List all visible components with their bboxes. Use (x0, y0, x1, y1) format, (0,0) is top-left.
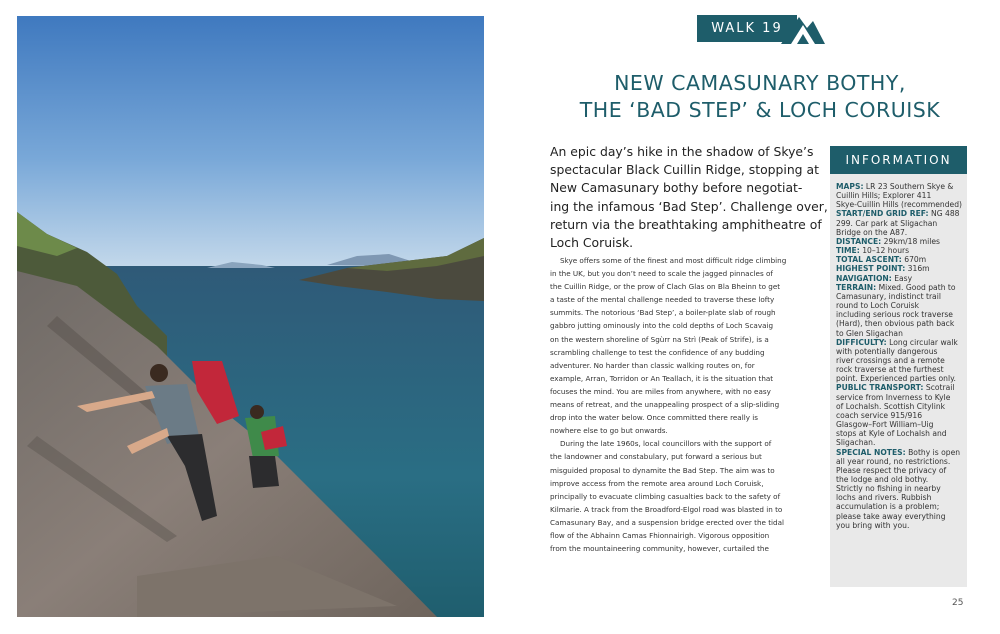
body-line: focuses the mind. You are miles from anywhere, with no easy (550, 386, 771, 396)
info-line (836, 521, 967, 530)
info-value: point. Experienced parties only. (836, 374, 956, 384)
info-value: with potentially dangerous (836, 346, 938, 356)
info-line (836, 319, 967, 328)
info-value: 299. Car park at Sligachan (836, 218, 938, 228)
info-line (836, 264, 967, 273)
intro-paragraph (550, 143, 828, 252)
info-line (836, 246, 967, 255)
intro-line: return via the breathtaking amphitheatre of (550, 216, 822, 232)
info-line (836, 484, 967, 493)
info-value: Long circular walk (886, 337, 958, 347)
info-value: Strictly no fishing in nearby (836, 484, 941, 494)
info-line (836, 191, 967, 200)
info-value: 670m (901, 255, 927, 265)
info-value: Cuillin Hills; Explorer 411 (836, 191, 932, 201)
info-value: Bothy is open (905, 447, 961, 457)
information-body (830, 174, 967, 530)
info-label: PUBLIC TRANSPORT: (836, 383, 924, 393)
info-label: TIME: (836, 246, 860, 256)
body-line: improve access from the remote area around Loch Coruisk, (550, 478, 764, 488)
hero-photo (17, 16, 484, 617)
info-line (836, 356, 967, 365)
title-line-2: THE ‘BAD STEP’ & LOCH CORUISK (579, 98, 941, 122)
intro-line: spectacular Black Cuillin Ridge, stopping at (550, 162, 819, 178)
body-line: principally to evacuate climbing casualties back to the safety of (550, 491, 781, 501)
info-line (836, 219, 967, 228)
body-text (550, 254, 816, 555)
info-value: Mixed. Good path to (876, 282, 956, 292)
info-value: NG 488 (928, 209, 960, 219)
info-label: TOTAL ASCENT: (836, 255, 902, 265)
info-value: Bridge on the A87. (836, 227, 908, 237)
body-line: a taste of the mental challenge needed to traverse these lofty (550, 295, 775, 305)
body-line: Kilmarie. A track from the Broadford-Elgol road was blasted in to (550, 504, 783, 514)
info-line (836, 365, 967, 374)
body-line: flow of the Abhainn Camas Fhionnairigh. Vigorous opposition (550, 530, 770, 540)
info-value: Please respect the privacy of (836, 465, 947, 475)
info-value: Camasunary, indistinct trail (836, 291, 941, 301)
info-line (836, 347, 967, 356)
info-line (836, 438, 967, 447)
body-line: from the mountaineering community, however, curtailed the (550, 544, 769, 554)
info-line (836, 448, 967, 457)
body-line: means of retreat, and the unappealing prospect of a slip-sliding (550, 400, 780, 410)
info-label: TERRAIN: (836, 282, 877, 292)
info-line (836, 475, 967, 484)
info-value: the lodge and old bothy. (836, 475, 929, 484)
info-value: service from Inverness to Kyle (836, 392, 951, 402)
intro-line: ing the infamous ‘Bad Step’. Challenge over, (550, 198, 828, 214)
info-value: of Lochalsh. Scottish Citylink (836, 401, 946, 411)
page-number: 25 (952, 598, 964, 608)
info-label: START/END GRID REF: (836, 209, 929, 219)
info-value: river crossings and a remote (836, 355, 945, 365)
info-line (836, 374, 967, 383)
info-value: 316m (905, 264, 930, 274)
body-line: gabbro jutting ominously into the cold depths of Loch Scavaig (550, 321, 774, 331)
info-value: stops at Kyle of Lochalsh and (836, 429, 947, 439)
information-sidebar (830, 146, 967, 587)
info-value: 29km/18 miles (881, 236, 940, 246)
info-value: Glasgow–Fort William–Uig (836, 420, 934, 430)
info-line (836, 329, 967, 338)
info-line (836, 457, 967, 466)
body-line: the landowner and constabulary, put forward a serious but (550, 452, 762, 462)
info-value: Skye-Cuillin Hills (recommended) (836, 200, 963, 210)
info-value: (Hard), then obvious path back (836, 319, 955, 329)
body-line: adventurer. No harder than classic walking routes on, for (550, 360, 755, 370)
body-line: example, Arran, Torridon or An Teallach, it is the situation that (550, 373, 774, 383)
info-line (836, 255, 967, 264)
info-value: 10–12 hours (859, 246, 910, 256)
info-value: to Glen Sligachan (836, 328, 903, 338)
info-line (836, 283, 967, 292)
intro-line: An epic day’s hike in the shadow of Skye’s (550, 144, 814, 159)
info-line (836, 512, 967, 521)
info-line (836, 228, 967, 237)
info-value: Scotrail (923, 383, 955, 393)
info-line (836, 393, 967, 402)
info-line (836, 383, 967, 392)
walk-number-badge: WALK 19 (697, 15, 797, 42)
info-label: DIFFICULTY: (836, 337, 887, 347)
body-line: During the late 1960s, local councillors with the support of (560, 439, 772, 449)
body-line: on the western shoreline of Sgùrr na Strì (Peak of Strife), is a (550, 334, 769, 344)
info-value: all year round, no restrictions. (836, 456, 951, 466)
info-line (836, 466, 967, 475)
info-value: Sligachan. (836, 438, 876, 448)
body-line: Skye offers some of the finest and most difficult ridge climbing (560, 256, 787, 265)
info-value: accumulation is a problem; (836, 502, 940, 512)
page-title (540, 70, 980, 124)
info-value: LR 23 Southern Skye & (863, 182, 954, 191)
info-label: DISTANCE: (836, 236, 882, 246)
info-line (836, 209, 967, 218)
info-value: lochs and rivers. Rubbish (836, 493, 932, 503)
info-line (836, 493, 967, 502)
info-line (836, 182, 967, 191)
info-value: Easy (891, 273, 913, 283)
info-line (836, 411, 967, 420)
intro-line: New Camasunary bothy before negotiat- (550, 180, 803, 196)
info-line (836, 338, 967, 347)
info-line (836, 200, 967, 209)
body-line: misguided proposal to dynamite the Bad Step. The aim was to (550, 465, 775, 475)
info-value: including serious rock traverse (836, 310, 953, 320)
body-line: Camasunary Bay, and a suspension bridge erected over the tidal (550, 517, 784, 527)
info-label: SPECIAL NOTES: (836, 447, 906, 457)
body-line: scrambling challenge to test the confidence of any budding (550, 347, 765, 357)
info-label: NAVIGATION: (836, 273, 892, 283)
info-line (836, 237, 967, 246)
body-line: the Cuillin Ridge, or the prow of Clach Glas on Bla Bheinn to get (550, 282, 781, 292)
info-line (836, 301, 967, 310)
info-value: coach service 915/916 (836, 410, 923, 420)
body-line: summits. The notorious ‘Bad Step’, a boiler-plate slab of rough (550, 308, 776, 318)
title-line-1: NEW CAMASUNARY BOTHY, (614, 71, 906, 95)
info-value: rock traverse at the furthest (836, 365, 944, 375)
info-line (836, 402, 967, 411)
intro-line: Loch Coruisk. (550, 235, 634, 251)
info-line (836, 274, 967, 283)
info-value: please take away everything (836, 511, 946, 521)
body-line: drop into the water below. Once committed there really is (550, 413, 758, 423)
info-line (836, 502, 967, 511)
information-heading: INFORMATION (830, 146, 967, 174)
info-line (836, 420, 967, 429)
info-line (836, 310, 967, 319)
info-label: HIGHEST POINT: (836, 264, 906, 274)
info-label: MAPS: (836, 182, 864, 191)
info-value: you bring with you. (836, 520, 910, 530)
info-line (836, 429, 967, 438)
mountain-logo-icon (781, 13, 825, 44)
body-line: in the UK, but you don’t need to scale the jagged pinnacles of (550, 269, 773, 279)
info-value: round to Loch Coruisk (836, 301, 919, 311)
info-line (836, 292, 967, 301)
body-line: nowhere else to go but onwards. (550, 426, 668, 436)
